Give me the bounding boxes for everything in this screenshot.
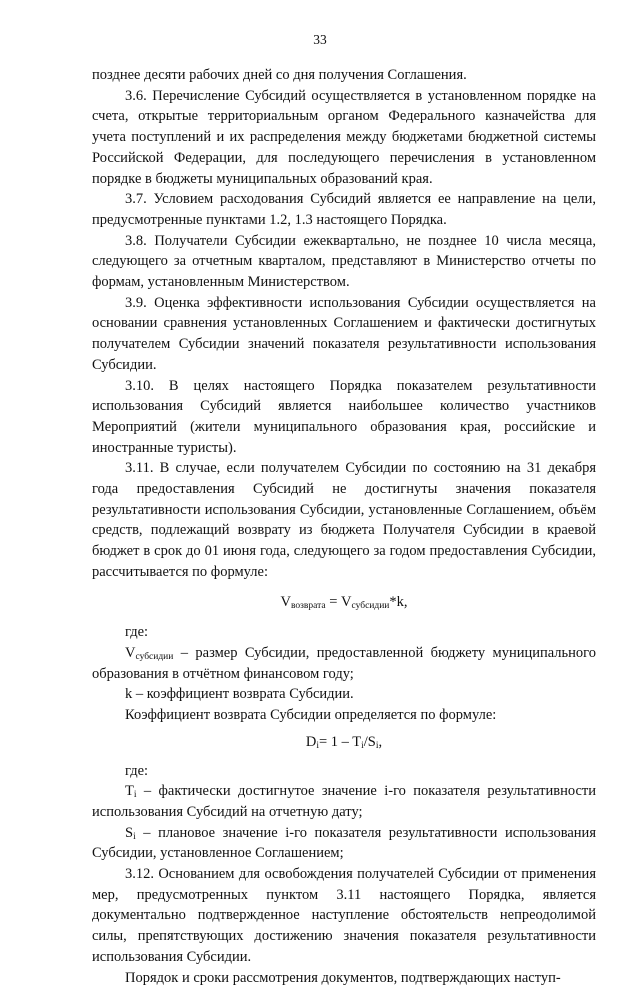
formula-v-sub: возврата [290, 600, 326, 611]
paragraph-3-12: 3.12. Основанием для освобождения получателей Субсидии от применения мер, предусмотренных пунктом 3.11 настоящего Порядка, является документально подтвержденное наступление обстоятельств непреодолимой силы, препятствующих достижению значения показателя результативности использования Субсидии. [92, 866, 596, 965]
formula-d-sub: i [316, 740, 319, 751]
definition-v-subsidy [92, 643, 596, 684]
where-label-2: где: [125, 762, 149, 779]
formula-mid: = 1 – T [318, 733, 362, 750]
symbol-t-sub: i [133, 790, 137, 801]
paragraph-procedure: Порядок и сроки рассмотрения документов, подтверждающих наступ- [125, 969, 561, 986]
formula-slash: /S [363, 733, 376, 750]
paragraph-3-7: 3.7. Условием расходования Субсидий является ее направление на цели, предусмотренные пунктами 1.2, 1.3 настоящего Порядка. [92, 191, 596, 228]
formula-eq: = V [325, 593, 352, 610]
paragraph-3-11: 3.11. В случае, если получателем Субсидии по состоянию на 31 декабря года предоставления Субсидий не достигнуты значения показателя результативности использования Субсидии, установленные Соглашением, объём средств, подлежащий возврату из бюджета Получателя Субсидии в краевой бюджет в срок до 01 июня года, следующего за годом предоставления Субсидии, рассчитывается по формуле: [92, 460, 596, 580]
body-text [92, 65, 596, 988]
symbol-v-sub: субсидии [135, 651, 174, 662]
coefficient-intro: Коэффициент возврата Субсидии определяется по формуле: [125, 707, 497, 724]
where-label-1: где: [125, 624, 149, 641]
formula-tail: *k, [389, 593, 408, 610]
paragraph-3-8: 3.8. Получатели Субсидии ежеквартально, не позднее 10 числа месяца, следующего за отчетным кварталом, представляют в Министерство отчеты по формам, установленным Министерством. [92, 232, 596, 291]
definition-k: k – коэффициент возврата Субсидии. [125, 686, 354, 703]
formula-s-sub: i [375, 740, 379, 751]
paragraph-continuation: позднее десяти рабочих дней со дня получения Соглашения. [92, 67, 467, 83]
paragraph-3-6: 3.6. Перечисление Субсидий осуществляется в установленном порядке на счета, открытые территориальным органом Федерального казначейства для учета поступлений и их распределения между бюджетами бюджетной системы Российской Федерации, для последующего перечисления в установленном порядке в бюджеты муниципальных образований края. [92, 87, 596, 187]
definition-t-text: – фактически достигнутое значение i-го показателя результативности использования Субсидий на отчетную дату; [92, 783, 596, 820]
symbol-s-sub: i [133, 831, 136, 842]
formula-d: D [305, 733, 317, 750]
definition-s [92, 823, 596, 864]
symbol-t: T [125, 783, 134, 800]
page-number: 33 [313, 32, 327, 47]
definition-s-text: – плановое значение i-го показателя результативности использования Субсидии, установленное Соглашением; [92, 824, 596, 862]
paragraph-3-10: 3.10. В целях настоящего Порядка показателем результативности использования Субсидий является наибольшее количество участников Мероприятий (жители муниципального образования края, российские и иностранные туристы). [92, 377, 596, 456]
formula-v2-sub: субсидии [351, 600, 390, 611]
paragraph-3-9: 3.9. Оценка эффективности использования Субсидии осуществляется на основании сравнения установленных Соглашением и фактически достигнутых получателем Субсидии значений показателя результативности использования Субсидии. [92, 294, 596, 373]
symbol-s: S [125, 824, 134, 841]
formula-return-volume [92, 583, 596, 623]
definition-t [92, 781, 596, 822]
formula-t-sub: i [361, 740, 364, 751]
symbol-v: V [125, 644, 136, 661]
formula-v: V [280, 593, 291, 610]
formula-tail-2: , [378, 733, 383, 750]
definition-v-text: – размер Субсидии, предоставленной бюджету муниципального образования в отчётном финансовом году; [92, 644, 596, 682]
formula-return-coefficient [92, 726, 596, 761]
